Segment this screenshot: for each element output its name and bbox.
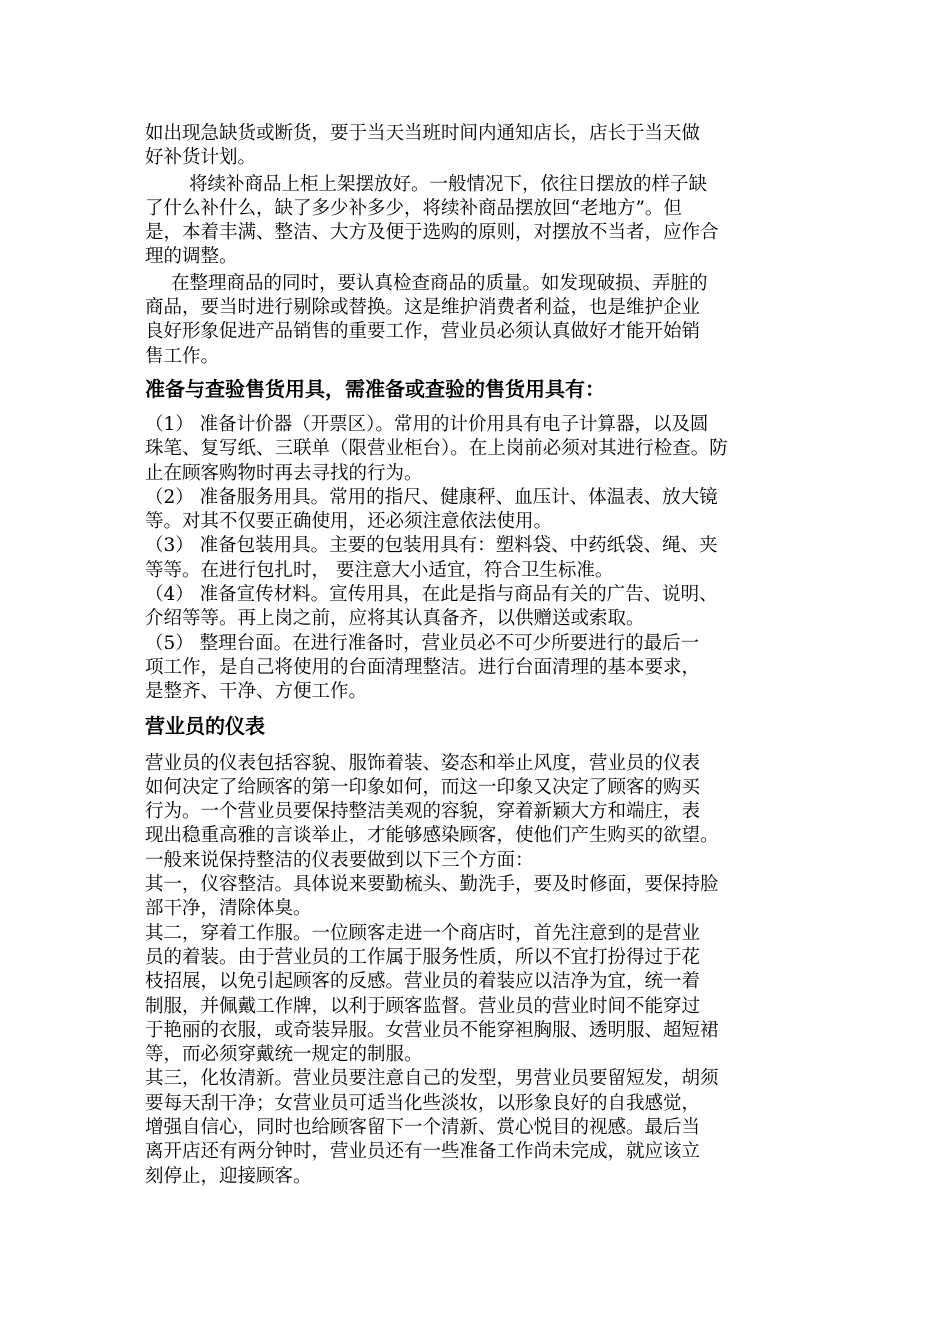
text-line: 在整理商品的同时，要认真检查商品的质量。如发现破损、弄脏的 bbox=[171, 272, 708, 294]
text-line: 现出稳重高雅的言谈举止，才能够感染顾客，使他们产生购买的欲望。 bbox=[145, 825, 719, 847]
tools-list bbox=[145, 413, 813, 705]
text-line: 商品，要当时进行剔除或替换。这是维护消费者利益，也是维护企业 bbox=[145, 297, 701, 319]
text-line: 刻停止，迎接顾客。 bbox=[145, 1165, 312, 1187]
text-line: 增强自信心，同时也给顾客留下一个清新、赏心悦目的视感。最后当 bbox=[145, 1116, 701, 1138]
list-line: 是整齐、干净、方便工作。 bbox=[145, 681, 368, 703]
text-line: 将续补商品上柜上架摆放好。一般情况下，依往日摆放的样子缺 bbox=[189, 173, 708, 195]
text-line: 要每天刮干净；女营业员可适当化些淡妆，以形象良好的自我感觉， bbox=[145, 1092, 701, 1114]
text-line: 了什么补什么，缺了多少补多少，将续补商品摆放回“老地方”。但 bbox=[145, 197, 682, 219]
list-line: 介绍等等。再上岗之前，应将其认真备齐，以供赠送或索取。 bbox=[145, 608, 645, 630]
text-line: 制服，并佩戴工作牌，以利于顾客监督。营业员的营业时间不能穿过 bbox=[145, 995, 701, 1017]
text-line: 其一，仪容整洁。具体说来要勤梳头、勤洗手，要及时修面，要保持脸 bbox=[145, 874, 719, 896]
list-line: （3） 准备包装用具。主要的包装用具有：塑料袋、中药纸袋、绳、夹 bbox=[145, 535, 718, 557]
list-line: 等等。在进行包扎时， 要注意大小适宜，符合卫生标准。 bbox=[145, 559, 614, 581]
text-line: 枝招展，以免引起顾客的反感。营业员的着装应以洁净为宜，统一着 bbox=[145, 971, 701, 993]
intro-paragraph-2 bbox=[145, 173, 813, 270]
list-line: 止在顾客购物时再去寻找的行为。 bbox=[145, 462, 423, 484]
list-line: 等。对其不仅要正确使用，还必须注意依法使用。 bbox=[145, 511, 553, 533]
text-line: 一般来说保持整洁的仪表要做到以下三个方面： bbox=[145, 849, 534, 871]
text-line: 其二，穿着工作服。一位顾客走进一个商店时，首先注意到的是营业 bbox=[145, 922, 701, 944]
text-line: 理的调整。 bbox=[145, 246, 238, 268]
section-heading-tools: 准备与查验售货用具，需准备或查验的售货用具有： bbox=[145, 376, 605, 401]
text-line: 员的着装。由于营业员的工作属于服务性质，所以不宜打扮得过于花 bbox=[145, 946, 701, 968]
appearance-body bbox=[145, 752, 813, 1189]
text-line: 行为。一个营业员要保持整洁美观的容貌，穿着新颖大方和端庄，表 bbox=[145, 801, 701, 823]
list-line: （5） 整理台面。在进行准备时，营业员必不可少所要进行的最后一 bbox=[145, 632, 700, 654]
text-line: 是，本着丰满、整洁、大方及便于选购的原则，对摆放不当者，应作合 bbox=[145, 222, 719, 244]
text-line: 营业员的仪表包括容貌、服饰着装、姿态和举止风度，营业员的仪表 bbox=[145, 752, 701, 774]
list-line: （2） 准备服务用具。常用的指尺、健康秤、血压计、体温表、放大镜 bbox=[145, 486, 718, 508]
text-line: 部干净，清除体臭。 bbox=[145, 898, 312, 920]
list-line: 珠笔、复写纸、三联单（限营业柜台）。在上岗前必须对其进行检查。防 bbox=[145, 438, 728, 460]
intro-paragraph-3 bbox=[145, 272, 813, 369]
section-heading-appearance: 营业员的仪表 bbox=[145, 713, 265, 738]
text-line: 如出现急缺货或断货，要于当天当班时间内通知店长，店长于当天做 bbox=[145, 123, 701, 144]
list-line: 项工作，是自己将使用的台面清理整洁。进行台面清理的基本要求， bbox=[145, 656, 701, 678]
document-page bbox=[145, 122, 813, 1189]
list-line: （1） 准备计价器（开票区）。常用的计价用具有电子计算器，以及圆 bbox=[145, 413, 709, 435]
text-line: 良好形象促进产品销售的重要工作，营业员必须认真做好才能开始销 bbox=[145, 321, 701, 343]
text-line: 其三，化妆清新。营业员要注意自己的发型，男营业员要留短发，胡须 bbox=[145, 1068, 719, 1090]
text-line: 好补货计划。 bbox=[145, 147, 257, 169]
text-line: 售工作。 bbox=[145, 345, 220, 367]
text-line: 于艳丽的衣服，或奇装异服。女营业员不能穿袒胸服、透明服、超短裙 bbox=[145, 1019, 719, 1041]
text-line: 离开店还有两分钟时，营业员还有一些准备工作尚未完成，就应该立 bbox=[145, 1141, 701, 1163]
list-line: （4） 准备宣传材料。宣传用具，在此是指与商品有关的广告、说明、 bbox=[145, 584, 718, 606]
text-line: 如何决定了给顾客的第一印象如何，而这一印象又决定了顾客的购买 bbox=[145, 776, 701, 798]
text-line: 等，而必须穿戴统一规定的制服。 bbox=[145, 1044, 423, 1066]
intro-paragraph-1 bbox=[145, 122, 813, 171]
